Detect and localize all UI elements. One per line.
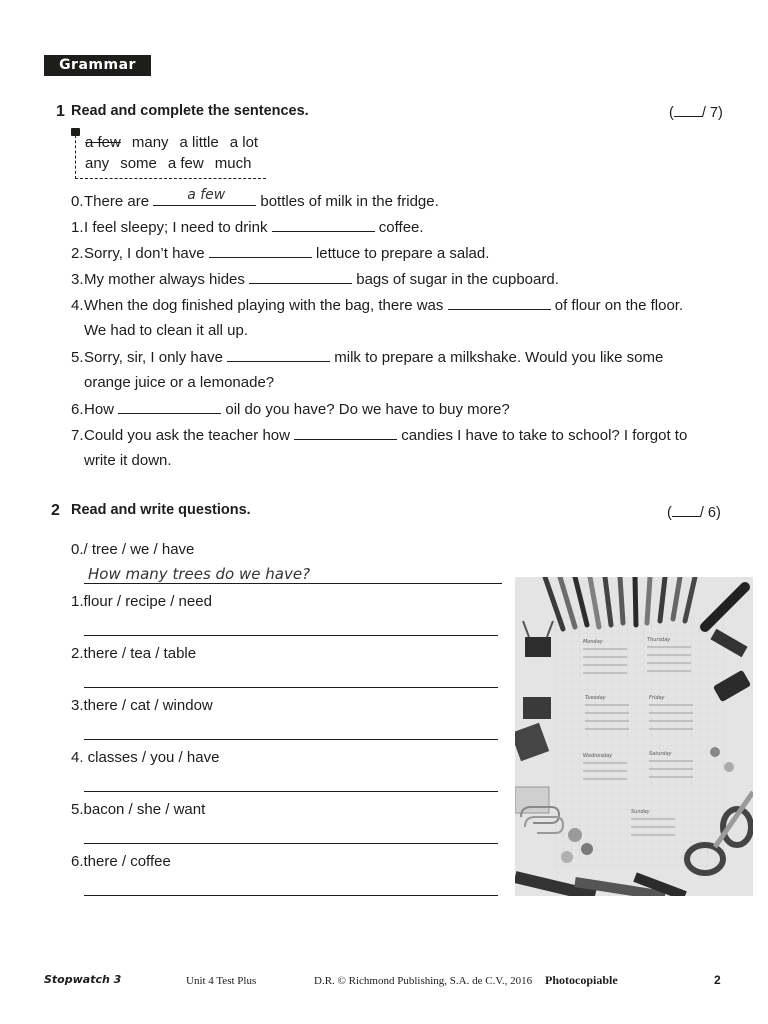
answer-line[interactable] bbox=[84, 635, 498, 636]
answer-blank[interactable] bbox=[153, 187, 256, 206]
sentence-text: Sorry, I don’t have bbox=[84, 245, 209, 262]
sentence-line bbox=[71, 347, 663, 368]
question-prompt: 5.bacon / she / want bbox=[71, 801, 206, 818]
sentence-number: 7. bbox=[71, 427, 84, 444]
sentence-text: oil do you have? Do we have to buy more? bbox=[221, 401, 510, 418]
sentence-text: My mother always hides bbox=[84, 271, 250, 288]
word-box-word: any bbox=[85, 155, 110, 172]
sentence-text: coffee. bbox=[374, 219, 424, 236]
sentence-text: bags of sugar in the cupboard. bbox=[352, 271, 559, 288]
answer-blank[interactable] bbox=[118, 399, 221, 414]
sentence-number: 5. bbox=[71, 349, 84, 366]
score-blank[interactable] bbox=[674, 104, 702, 117]
sentence-text: of flour on the floor. bbox=[550, 297, 684, 314]
planner-day: Friday bbox=[649, 695, 665, 701]
exercise-2-score: ( / 6) bbox=[667, 505, 721, 521]
section-title: Grammar bbox=[44, 55, 151, 76]
answer-line[interactable] bbox=[84, 583, 502, 584]
answer-line[interactable] bbox=[84, 739, 498, 740]
sentence-text: lettuce to prepare a salad. bbox=[311, 245, 490, 262]
footer-photocopiable: Photocopiable bbox=[545, 973, 618, 987]
planner-day: Wednesday bbox=[583, 753, 613, 759]
sentence-text: There are bbox=[84, 193, 154, 210]
sentence-text: bottles of milk in the fridge. bbox=[256, 193, 439, 210]
word-box-word: many bbox=[131, 134, 169, 151]
sentence-text: When the dog finished playing with the bag, there was bbox=[84, 297, 448, 314]
sentence-text: candies I have to take to school? I forgot to bbox=[397, 427, 688, 444]
handwritten-answer: How many trees do we have? bbox=[88, 565, 311, 583]
sentence-line bbox=[71, 321, 248, 341]
planner-photo bbox=[515, 577, 753, 896]
question-prompt: 3.there / cat / window bbox=[71, 697, 213, 714]
handwritten-answer: a few bbox=[187, 187, 226, 203]
question-prompt: 2.there / tea / table bbox=[71, 645, 197, 662]
sentence-line bbox=[71, 269, 559, 290]
sentence-text: I feel sleepy; I need to drink bbox=[84, 219, 272, 236]
sentence-line bbox=[71, 243, 489, 264]
answer-blank[interactable] bbox=[249, 269, 352, 284]
question-prompt: 0./ tree / we / have bbox=[71, 541, 195, 558]
exercise-1-number: 1 bbox=[56, 103, 65, 120]
sentence-line bbox=[71, 217, 424, 238]
answer-blank[interactable] bbox=[294, 425, 397, 440]
sentence-number: 1. bbox=[71, 219, 84, 236]
planner-day: Monday bbox=[583, 639, 603, 645]
sentence-line bbox=[71, 373, 274, 393]
sentence-text: Could you ask the teacher how bbox=[84, 427, 295, 444]
footer-copyright: D.R. © Richmond Publishing, S.A. de C.V., 2016 bbox=[314, 975, 533, 987]
exercise-2-title: Read and write questions. bbox=[71, 502, 251, 518]
sentence-text: milk to prepare a milkshake. Would you like some bbox=[330, 349, 664, 366]
word-box-word: a lot bbox=[229, 134, 259, 151]
sentence-line bbox=[71, 399, 510, 420]
sentence-text: We had to clean it all up. bbox=[84, 322, 248, 339]
word-box-word: much bbox=[214, 155, 252, 172]
page-number: 2 bbox=[714, 973, 721, 987]
word-box bbox=[75, 130, 266, 179]
answer-line[interactable] bbox=[84, 687, 498, 688]
answer-blank[interactable] bbox=[227, 347, 330, 362]
sentence-line bbox=[71, 451, 172, 471]
sentence-number: 0. bbox=[71, 193, 84, 210]
exercise-1-score: ( / 7) bbox=[669, 105, 723, 121]
answer-line[interactable] bbox=[84, 791, 498, 792]
sentence-line bbox=[71, 187, 439, 212]
sentence-number: 4. bbox=[71, 297, 84, 314]
answer-blank[interactable] bbox=[209, 243, 312, 258]
exercise-2-number: 2 bbox=[51, 502, 60, 519]
word-box-word: some bbox=[120, 155, 157, 172]
sentence-line bbox=[71, 295, 683, 316]
footer-unit: Unit 4 Test Plus bbox=[186, 975, 257, 987]
score-blank[interactable] bbox=[672, 504, 700, 517]
question-prompt: 1.flour / recipe / need bbox=[71, 593, 212, 610]
planner-day: Thursday bbox=[647, 637, 671, 643]
question-prompt: 6.there / coffee bbox=[71, 853, 171, 870]
planner-illustration bbox=[515, 577, 753, 896]
exercise-1-title: Read and complete the sentences. bbox=[71, 103, 309, 119]
stopwatch-logo: Stopwatch 3 bbox=[44, 973, 122, 986]
question-prompt: 4. classes / you / have bbox=[71, 749, 220, 766]
planner-day: Tuesday bbox=[585, 695, 606, 701]
answer-blank[interactable] bbox=[448, 295, 551, 310]
sentence-text: Sorry, sir, I only have bbox=[84, 349, 228, 366]
answer-blank[interactable] bbox=[272, 217, 375, 232]
word-box-row-2 bbox=[85, 155, 262, 172]
word-box-word: a few bbox=[167, 155, 204, 172]
sentence-text: How bbox=[84, 401, 119, 418]
answer-line[interactable] bbox=[84, 895, 498, 896]
word-box-row-1 bbox=[85, 134, 269, 151]
planner-day: Sunday bbox=[631, 809, 650, 815]
word-box-word: a few bbox=[85, 134, 121, 151]
sentence-text: write it down. bbox=[84, 452, 172, 469]
sentence-number: 6. bbox=[71, 401, 84, 418]
sentence-line bbox=[71, 425, 687, 446]
sentence-number: 2. bbox=[71, 245, 84, 262]
sentence-text: orange juice or a lemonade? bbox=[84, 374, 275, 391]
planner-day: Saturday bbox=[649, 751, 672, 757]
answer-line[interactable] bbox=[84, 843, 498, 844]
sentence-number: 3. bbox=[71, 271, 84, 288]
word-box-word: a little bbox=[179, 134, 219, 151]
